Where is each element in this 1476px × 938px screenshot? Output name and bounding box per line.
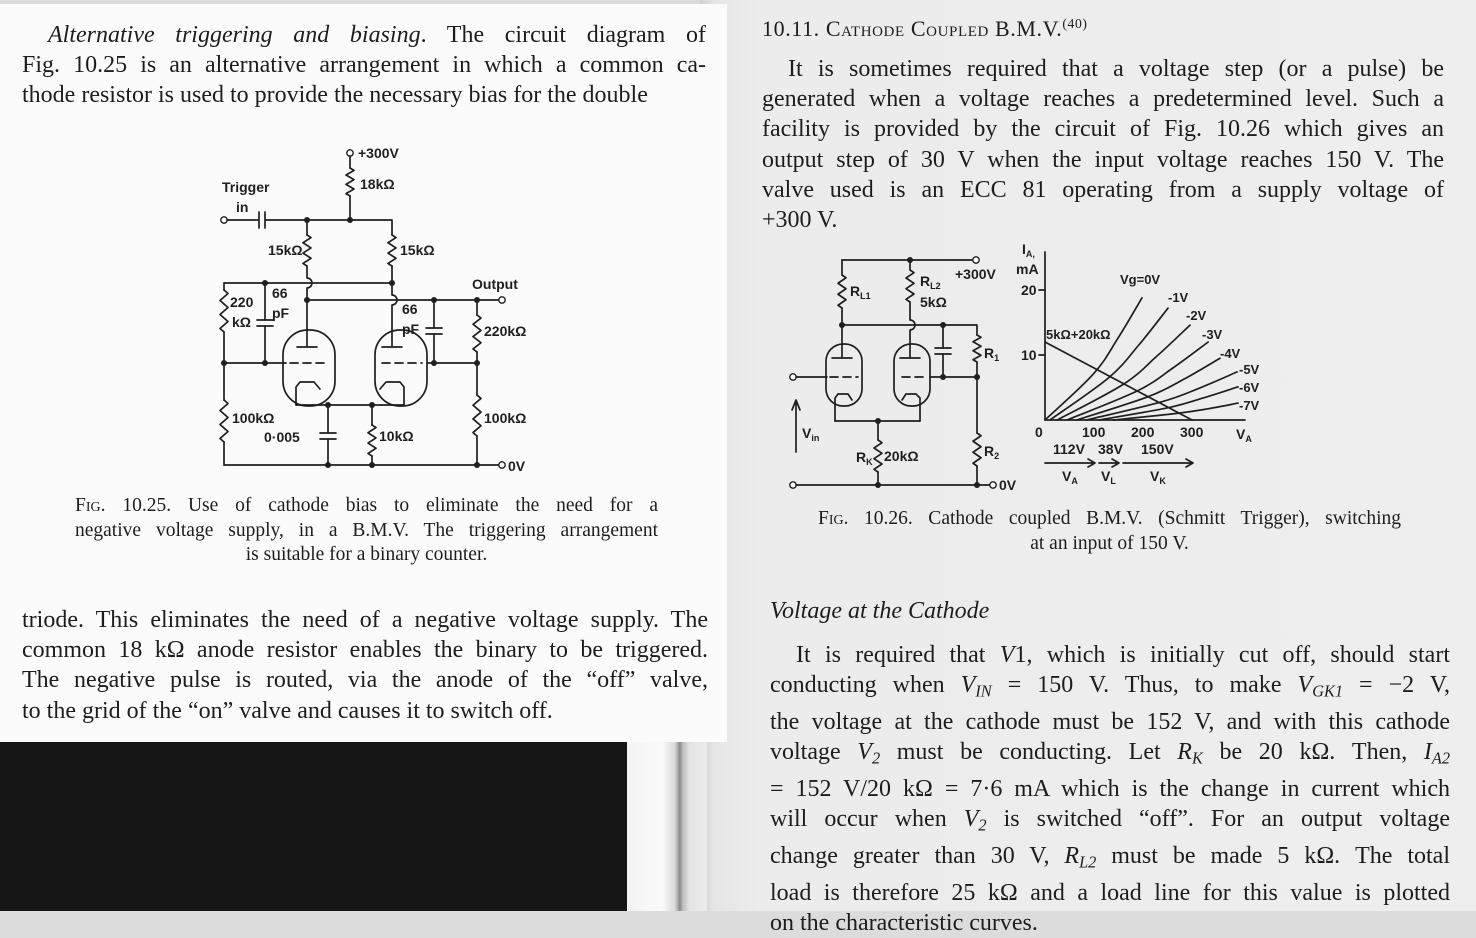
label-rl2-value: 5kΩ <box>920 294 947 310</box>
label-rk: $R_K$ <box>856 449 873 467</box>
resistor <box>906 270 914 302</box>
left-triode <box>283 330 335 406</box>
text-segment: Voltage at the Cathode <box>770 598 990 624</box>
text-line <box>75 519 658 544</box>
text-segment: It is sometimes required that a voltage step (or a pulse) be <box>788 56 1444 82</box>
label-66: 66 <box>272 285 288 301</box>
text-segment: at an input of 150 V. <box>1030 532 1189 554</box>
figure-10-26-caption <box>818 507 1401 556</box>
cathode <box>380 382 404 405</box>
text-segment: triode. This eliminates the need of a negative voltage supply. The <box>22 607 708 633</box>
text-segment: must be conducting. Let <box>880 739 1178 766</box>
figure-10-26 <box>790 240 1470 500</box>
resistor <box>973 335 981 362</box>
junction-dot <box>974 374 980 380</box>
text-line <box>22 696 708 726</box>
text-segment: = 152 V/20 kΩ = 7·6 mA which is the change in current which <box>770 775 1450 802</box>
label-vin: $V_{in}$ <box>802 425 820 443</box>
label-right-100k: 100kΩ <box>484 410 527 426</box>
label-66-right: 66 <box>402 301 418 317</box>
text-line <box>762 114 1444 144</box>
terminal <box>499 462 505 468</box>
terminal <box>990 482 996 488</box>
right-intro-paragraph <box>762 54 1444 235</box>
text-segment: GK1 <box>1312 681 1344 701</box>
text-line <box>762 205 1444 235</box>
text-line <box>762 9 1088 44</box>
text-segment: K <box>1191 748 1203 768</box>
text-segment: Cathode Coupled B.M.V. <box>825 16 1063 42</box>
junction-dot <box>907 257 913 263</box>
text-segment: on the characteristic curves. <box>770 909 1038 936</box>
capacitor <box>320 433 336 439</box>
text-segment: 2 <box>871 748 881 768</box>
label-rl1: $R_{L1}$ <box>850 283 871 301</box>
text-line <box>762 145 1444 175</box>
wire <box>977 466 990 485</box>
vin-arrow <box>792 400 800 452</box>
text-segment: Fig. 10.25 is an alternative arrangement in which a common ca- <box>22 52 706 79</box>
junction-dot <box>474 297 480 303</box>
figure-10-25-caption <box>75 494 658 568</box>
text-segment: = −2 V, <box>1343 672 1451 699</box>
text-segment: valve used is an ECC 81 operating from a supply voltage of <box>762 176 1444 203</box>
text-segment: generated when a voltage reaches a predetermined level. Such a <box>762 86 1444 113</box>
terminal <box>499 297 505 303</box>
voltage-value: 112V <box>1053 441 1085 457</box>
curve-label: -5V <box>1239 362 1260 377</box>
junction-dot <box>304 297 310 303</box>
text-segment: common 18 kΩ anode resistor enables the binary to be triggered. <box>22 637 708 664</box>
capacitor <box>257 320 273 326</box>
junction-dot <box>221 360 227 366</box>
y-tick-label: 10 <box>1021 347 1037 363</box>
characteristic-curve <box>1087 372 1237 420</box>
resistor <box>973 433 981 466</box>
text-segment: = 150 V. Thus, to make <box>991 672 1298 699</box>
text-line <box>770 774 1450 804</box>
text-segment: , which is initially cut off, should start <box>1026 642 1450 668</box>
right-body-paragraph <box>770 640 1450 938</box>
text-segment: will occur when <box>770 806 964 833</box>
text-line <box>770 737 1450 774</box>
text-line <box>818 507 1401 532</box>
label-18k: 18kΩ <box>360 176 395 192</box>
text-line <box>770 841 1450 878</box>
label-trigger-in: in <box>236 199 249 215</box>
text-segment: V <box>999 642 1015 668</box>
text-segment: is switched “off”. For an output voltage <box>986 806 1450 833</box>
resistor <box>388 235 396 266</box>
text-segment: conducting when <box>770 672 961 699</box>
y-tick-label: 20 <box>1021 282 1037 298</box>
resistor <box>473 315 481 352</box>
left-body-paragraph <box>22 605 708 726</box>
text-segment: IN <box>975 681 992 701</box>
text-segment: Fig <box>75 495 101 516</box>
text-line <box>770 596 989 626</box>
text-segment: It is required that <box>796 642 1000 668</box>
text-line <box>770 878 1450 908</box>
terminal <box>973 257 979 263</box>
label-66-right-pf: pF <box>402 321 420 337</box>
junction-dot <box>875 482 881 488</box>
label-220k: 220kΩ <box>484 323 527 339</box>
resistor <box>346 168 354 196</box>
text-segment: load is therefore 25 kΩ and a load line for this value is plotted <box>770 879 1450 906</box>
capacitor <box>426 328 442 334</box>
text-segment: The negative pulse is routed, via the anode of the “off” valve, <box>22 667 708 694</box>
label-ground-0v: 0V <box>999 477 1017 493</box>
junction-dot <box>389 280 395 286</box>
curve-label: Vg=0V <box>1120 272 1161 287</box>
junction-dot <box>347 217 353 223</box>
junction-dot <box>325 462 331 468</box>
junction-dot <box>431 297 437 303</box>
resistor <box>220 400 228 442</box>
junction-dot <box>940 322 946 328</box>
label-trigger: Trigger <box>222 179 270 195</box>
junction-dot <box>262 360 268 366</box>
section-heading <box>762 9 1088 44</box>
text-segment: 2 <box>978 815 987 835</box>
curve-label: -2V <box>1186 308 1207 323</box>
voltage-value: 150V <box>1141 441 1174 457</box>
text-line <box>22 50 706 80</box>
label-r1: $R_1$ <box>984 345 1000 363</box>
curve-label: -7V <box>1239 398 1260 413</box>
text-segment: V <box>1297 672 1313 699</box>
left-book-page <box>0 4 727 742</box>
voltage-value: 38V <box>1098 441 1123 457</box>
text-line <box>770 804 1450 841</box>
cathode <box>296 382 320 405</box>
text-segment: A2 <box>1431 748 1451 768</box>
resistor <box>874 440 882 472</box>
capacitor <box>935 348 951 354</box>
text-line <box>22 605 708 635</box>
label-rl2: $R_{L2}$ <box>920 273 941 291</box>
label-66-pf: pF <box>272 305 290 321</box>
label-right-15k: 15kΩ <box>400 242 435 258</box>
voltage-arrow <box>1045 459 1095 467</box>
label-output: Output <box>472 276 518 292</box>
text-segment: facility is provided by the circuit of Fig. 10.26 which gives an <box>762 116 1444 143</box>
label-10k: 10kΩ <box>379 428 414 444</box>
text-segment: Alternative triggering and biasing <box>48 22 421 48</box>
label-0005: 0·005 <box>264 429 300 445</box>
label-rk-value: 20kΩ <box>884 448 919 464</box>
text-line <box>22 665 708 695</box>
trigger-capacitor <box>227 212 392 235</box>
x-tick-label: 200 <box>1131 424 1155 440</box>
text-segment: V <box>963 806 979 833</box>
resistor <box>303 235 311 266</box>
text-segment: . The circuit diagram of <box>420 22 706 48</box>
junction-dot <box>875 418 881 424</box>
book-spine <box>627 742 707 911</box>
y-axis-label: $I_{A,}$ <box>1022 241 1035 259</box>
label-r2: $R_2$ <box>984 443 1000 461</box>
characteristic-curves-chart <box>1021 252 1260 486</box>
text-segment: output step of 30 V when the input voltage reaches 150 V. The <box>762 146 1444 173</box>
black-background <box>0 742 627 911</box>
text-line <box>770 640 1450 670</box>
junction-dot <box>262 280 268 286</box>
text-segment: I <box>1423 739 1432 766</box>
voltage-arrow <box>1123 459 1193 467</box>
junction-dot <box>474 360 480 366</box>
junction-dot <box>940 374 946 380</box>
text-segment: 10.11. <box>762 16 826 42</box>
text-segment: to the grid of the “on” valve and causes it to switch off. <box>22 697 553 724</box>
x-tick-label: 300 <box>1180 424 1204 440</box>
text-segment: change greater than 30 V, <box>770 842 1065 869</box>
text-line <box>22 20 706 50</box>
label-220: 220 <box>230 294 254 310</box>
voltage-arrow <box>1099 459 1119 467</box>
label-0v: 0V <box>508 458 526 474</box>
curve-label: -6V <box>1239 380 1260 395</box>
cathode <box>835 394 852 421</box>
voltage-label: $V_A$ <box>1062 468 1078 486</box>
curve-label: -4V <box>1220 346 1241 361</box>
resistor <box>473 395 481 436</box>
text-line <box>22 80 706 110</box>
x-tick-label: 100 <box>1082 424 1106 440</box>
text-segment: V <box>857 739 872 766</box>
junction-dot <box>325 402 331 408</box>
text-line <box>770 670 1450 707</box>
junction-dot <box>474 462 480 468</box>
junction-dot <box>369 402 375 408</box>
x-tick-label: 0 <box>1035 424 1043 440</box>
junction-dot <box>369 462 375 468</box>
label-left-100k: 100kΩ <box>232 410 275 426</box>
y-axis-unit: mA <box>1016 261 1039 277</box>
triode-v2 <box>894 344 930 406</box>
text-line <box>75 543 658 568</box>
text-segment: +300 V. <box>762 207 838 234</box>
junction-dot <box>304 217 310 223</box>
left-intro-paragraph <box>22 20 706 111</box>
text-segment: thode resistor is used to provide the necessary bias for the double <box>22 82 648 109</box>
label-supply-300v: +300V <box>955 266 996 282</box>
text-segment: is suitable for a binary counter. <box>245 544 488 566</box>
label-220-k: kΩ <box>232 314 252 330</box>
text-segment: L2 <box>1079 852 1097 872</box>
text-segment: be 20 kΩ. Then, <box>1202 739 1424 766</box>
text-segment: . 10.25. Use of cathode bias to eliminate the need for a <box>100 495 658 516</box>
text-line <box>22 635 708 665</box>
cathode <box>902 394 920 421</box>
resistor <box>368 425 376 456</box>
text-segment: (40) <box>1062 16 1088 31</box>
text-segment: R <box>1177 739 1192 766</box>
subheading-voltage-at-cathode <box>770 596 989 626</box>
text-line <box>818 532 1401 557</box>
label-left-15k: 15kΩ <box>268 242 303 258</box>
text-segment: . 10.26. Cathode coupled B.M.V. (Schmitt Trigger), switching <box>843 508 1401 529</box>
wire <box>832 308 852 358</box>
x-axis-label: $V_A$ <box>1236 426 1252 444</box>
text-segment: V <box>960 672 976 699</box>
text-segment: 1 <box>1014 642 1027 668</box>
resistor <box>838 275 846 308</box>
text-line <box>762 84 1444 114</box>
text-segment: negative voltage supply, in a B.M.V. The triggering arrangement <box>75 519 658 541</box>
text-segment: must be made 5 kΩ. The total <box>1096 842 1450 869</box>
junction-dot <box>974 482 980 488</box>
voltage-label: $V_L$ <box>1101 468 1116 486</box>
text-segment: R <box>1064 842 1080 869</box>
text-line <box>762 54 1444 84</box>
voltage-label: $V_K$ <box>1150 468 1166 486</box>
load-line-label: 5kΩ+20kΩ <box>1046 327 1111 342</box>
label-supply: +300V <box>358 145 399 161</box>
junction-dot <box>839 322 845 328</box>
curve-label: -3V <box>1202 327 1223 342</box>
text-segment: voltage <box>770 739 858 766</box>
text-segment: Fig <box>818 508 844 529</box>
figure-10-25-circuit <box>210 140 570 480</box>
text-segment: the voltage at the cathode must be 152 V, and with this cathode <box>770 708 1450 735</box>
text-line <box>75 494 658 519</box>
junction-dot <box>431 360 437 366</box>
curve-label: -1V <box>1168 290 1189 305</box>
triode-v1 <box>826 344 862 406</box>
wire <box>297 266 317 347</box>
text-line <box>770 707 1450 737</box>
text-line <box>770 908 1450 938</box>
text-line <box>762 175 1444 205</box>
resistor <box>220 290 228 332</box>
wire <box>900 302 920 358</box>
right-triode <box>375 330 427 406</box>
